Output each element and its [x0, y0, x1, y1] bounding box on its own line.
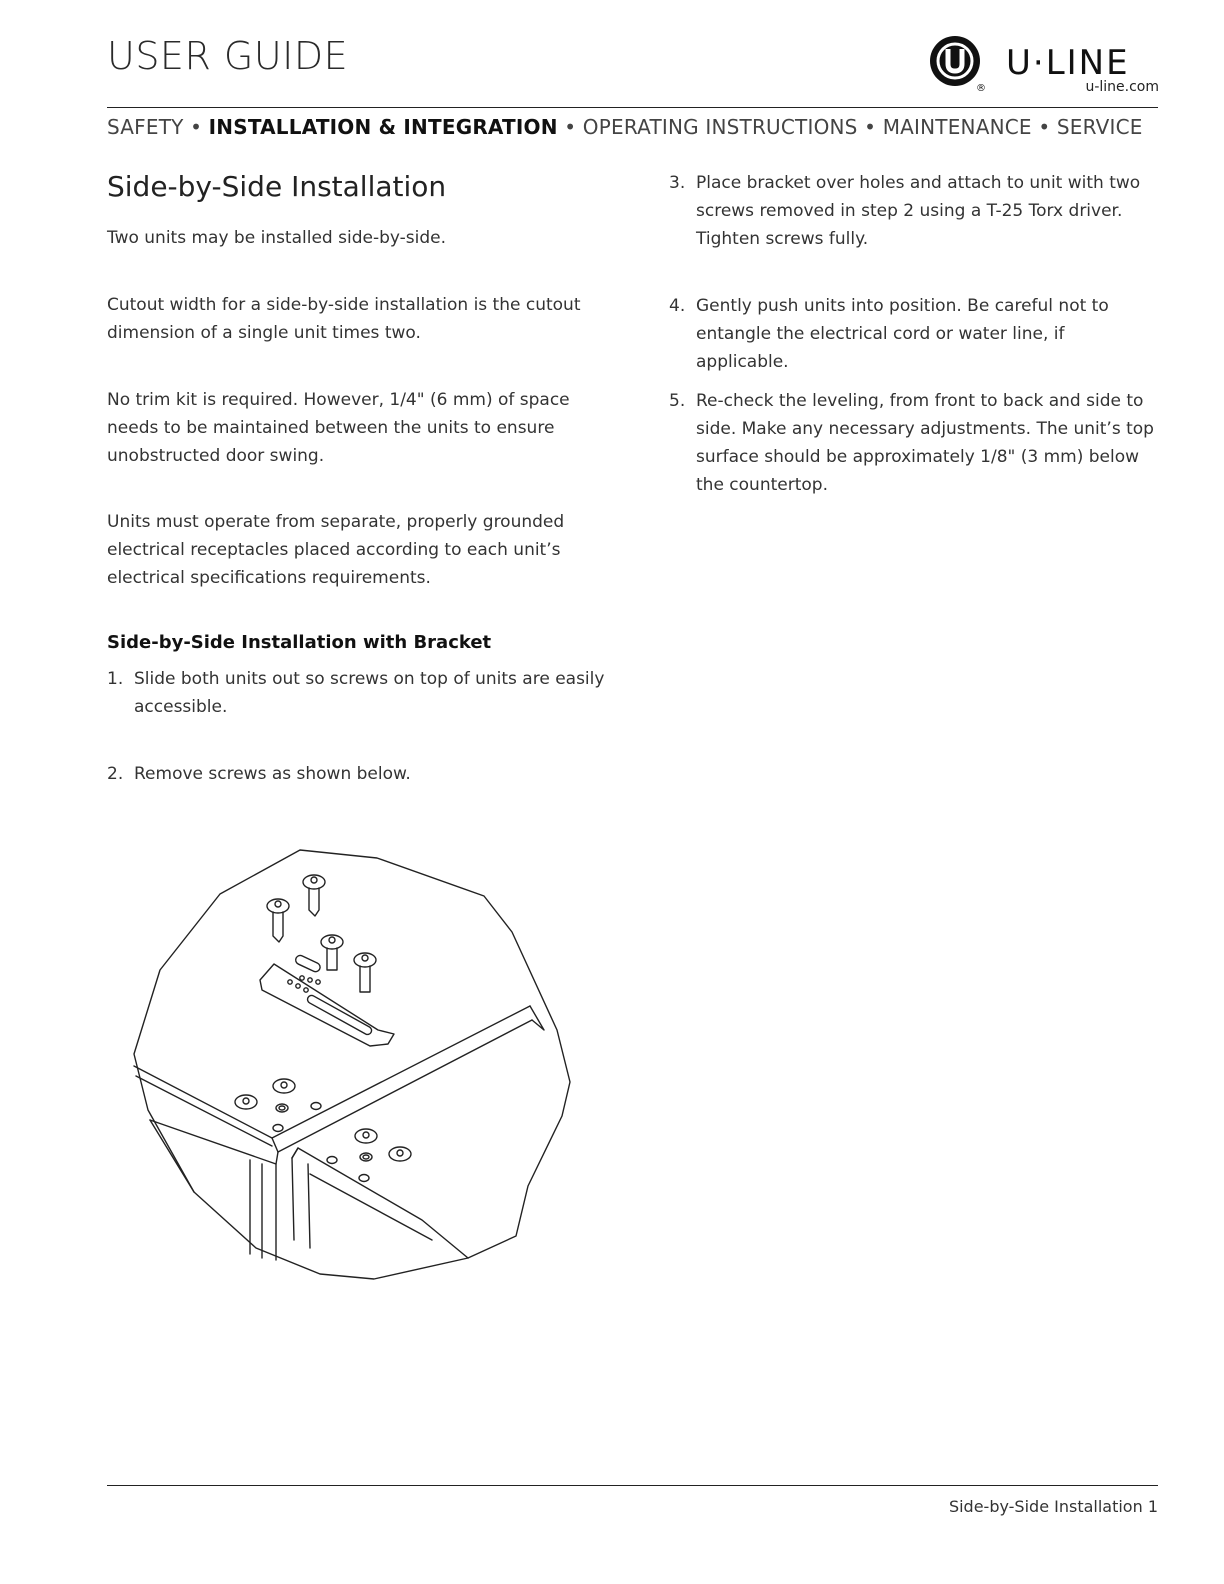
footer-page-label: Side-by-Side Installation 1 [948, 1497, 1158, 1516]
step-number: 3. [669, 173, 686, 193]
installation-diagram [132, 848, 572, 1280]
nav-separator: • [1038, 115, 1051, 139]
nav-item-safety: SAFETY [107, 115, 184, 139]
step-text: Place bracket over holes and attach to unit with two screws removed in step 2 using a T-25 Torx driver. Tighten screws fully. [696, 173, 1141, 249]
list-item [107, 760, 607, 788]
paragraph-intro: Two units may be installed side-by-side. [107, 228, 446, 248]
nav-separator: • [864, 115, 877, 139]
step-text: Remove screws as shown below. [134, 764, 411, 784]
nav-item-service: SERVICE [1056, 115, 1143, 139]
brand-wordmark: U·LINE [1006, 43, 1130, 83]
nav-item-operating: OPERATING INSTRUCTIONS [582, 115, 858, 139]
list-item [669, 169, 1159, 253]
step-text: Re-check the leveling, from front to back and side to side. Make any necessary adjustments. The unit’s top surface should be approximately 1/8" (3 mm) below the countertop. [696, 391, 1154, 495]
document-title: USER GUIDE [107, 34, 349, 78]
paragraph-electrical: Units must operate from separate, properly grounded electrical receptacles placed according to each unit’s electrical specifications requirements. [107, 512, 565, 588]
header-divider [107, 107, 1158, 108]
nav-item-maintenance: MAINTENANCE [882, 115, 1032, 139]
nav-item-installation-active: INSTALLATION & INTEGRATION [208, 115, 558, 139]
step-text: Slide both units out so screws on top of units are easily accessible. [134, 669, 605, 717]
list-item [669, 387, 1159, 499]
list-item [669, 292, 1159, 376]
list-item [107, 665, 607, 721]
nav-separator: • [190, 115, 203, 139]
paragraph-trim-kit: No trim kit is required. However, 1/4" (6 mm) of space needs to be maintained between the units to ensure unobstructed door swing. [107, 390, 570, 466]
step-number: 4. [669, 296, 686, 316]
footer-divider [107, 1485, 1158, 1486]
step-number: 2. [107, 764, 124, 784]
nav-separator: • [564, 115, 577, 139]
step-number: 1. [107, 669, 124, 689]
page-heading: Side-by-Side Installation [107, 170, 447, 203]
subheading-bracket: Side-by-Side Installation with Bracket [107, 632, 492, 653]
registered-mark: ® [976, 83, 986, 94]
step-text: Gently push units into position. Be careful not to entangle the electrical cord or water line, if applicable. [696, 296, 1109, 372]
step-number: 5. [669, 391, 686, 411]
brand-url: u-line.com [1085, 79, 1159, 95]
section-breadcrumb [107, 115, 1143, 139]
paragraph-cutout: Cutout width for a side-by-side installation is the cutout dimension of a single unit times two. [107, 295, 581, 343]
